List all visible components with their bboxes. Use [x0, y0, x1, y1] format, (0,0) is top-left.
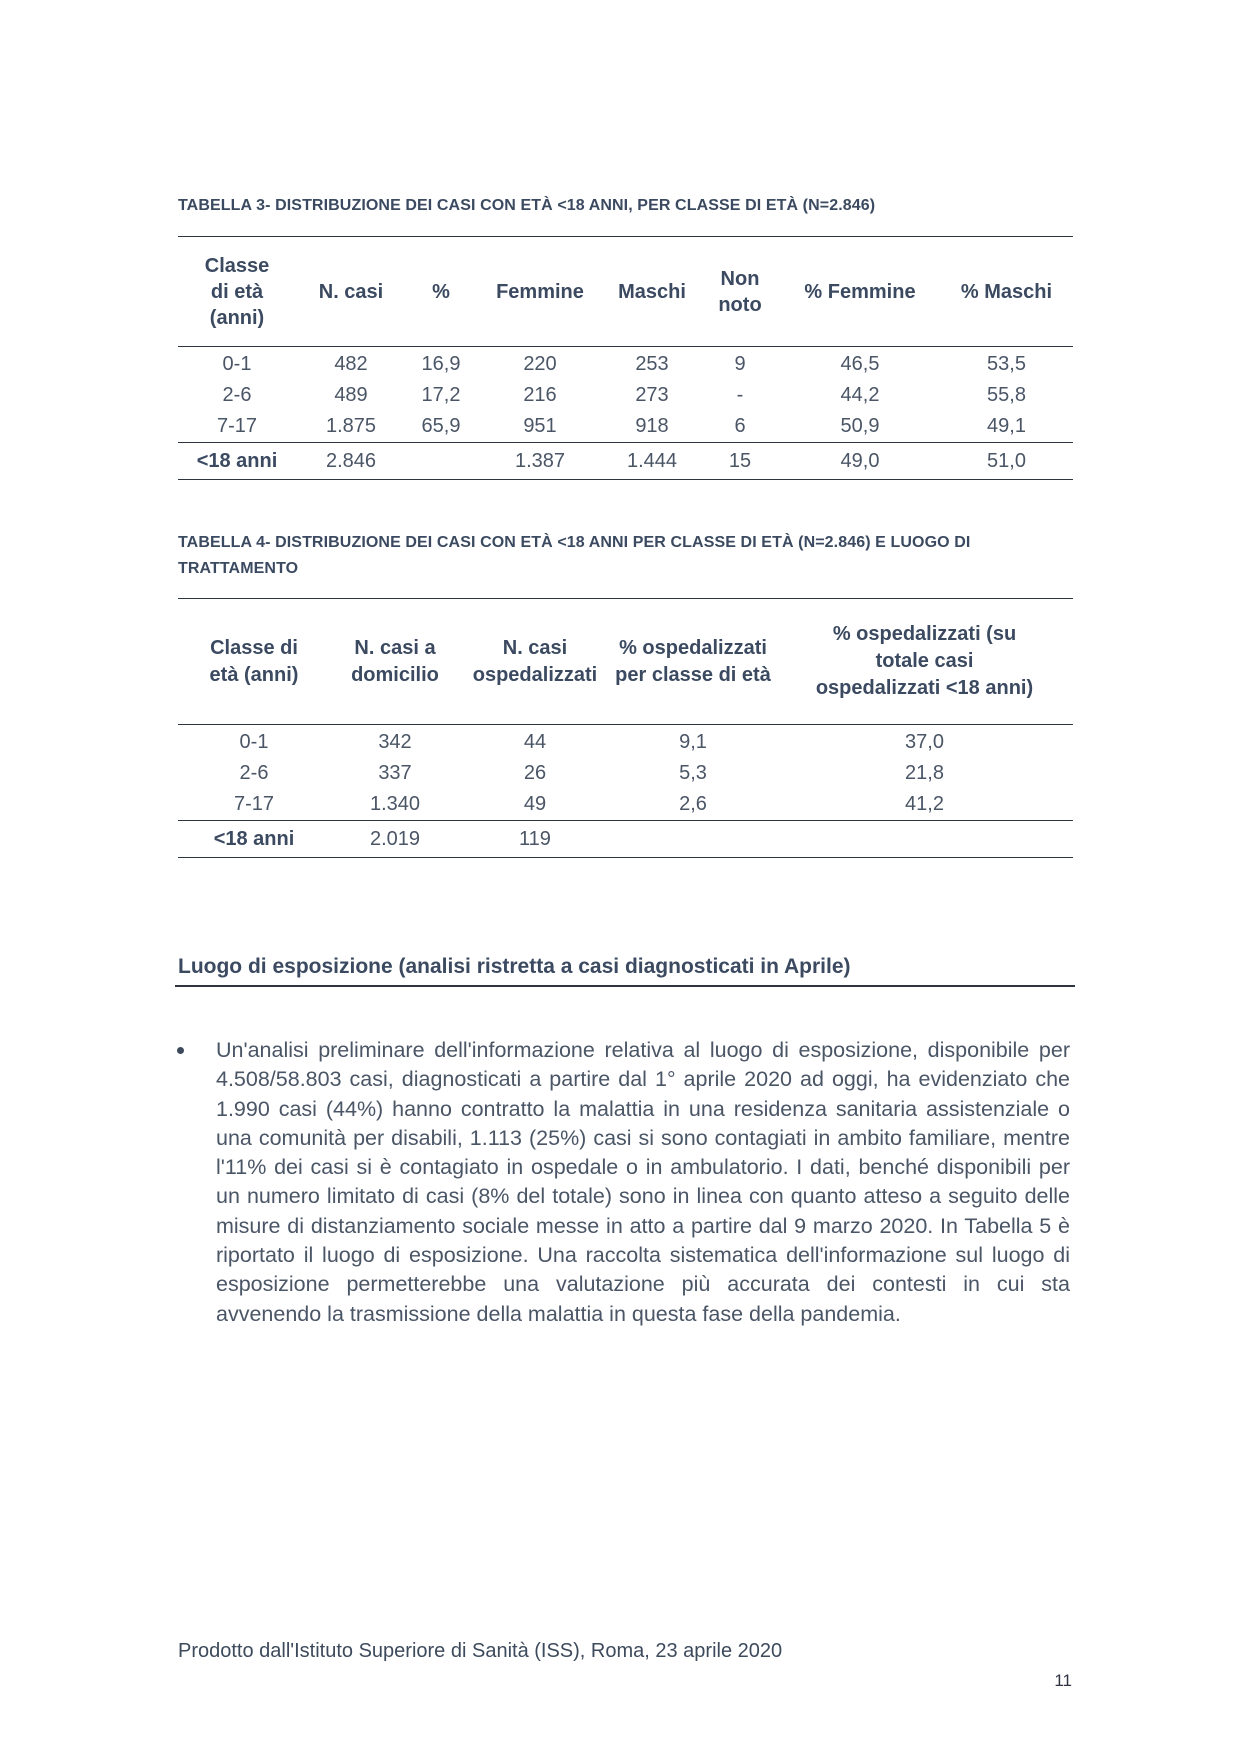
table4-header: Classe di età (anni): [178, 599, 330, 725]
table-cell: 0-1: [222, 353, 252, 375]
table-row: [178, 758, 1073, 789]
table-cell: 44,2: [840, 384, 880, 406]
table4-header: N. casi ospedalizzati: [460, 599, 610, 725]
table-cell: 9,1: [679, 731, 707, 753]
table-cell: 46,5: [840, 353, 880, 375]
table-cell: 49: [523, 793, 547, 815]
table-cell: 2-6: [222, 384, 252, 406]
table-cell: 65,9: [421, 415, 461, 437]
table3-header: % Femmine: [780, 237, 940, 347]
table-row: [178, 411, 1073, 443]
table-cell: 53,5: [987, 353, 1026, 375]
table-cell: -: [736, 384, 744, 406]
total-label: <18 anni: [178, 821, 330, 858]
section-heading: Luogo di esposizione (analisi ristretta a casi diagnosticati in Aprile): [178, 955, 851, 978]
total-label: <18 anni: [178, 443, 296, 480]
table4-header: N. casi a domicilio: [330, 599, 460, 725]
table-cell: 2.846: [296, 443, 406, 480]
table-cell: 342: [378, 731, 412, 753]
table-cell: 1.340: [369, 793, 421, 815]
table-cell: [776, 821, 1073, 858]
table-cell: 2-6: [239, 762, 269, 784]
table-cell: 951: [523, 415, 557, 437]
table3-total-row: [178, 443, 1073, 480]
table4-caption: TABELLA 4- DISTRIBUZIONE DEI CASI CON ETÀ <18 ANNI PER CLASSE DI ETÀ (N=2.846) E LUOGO DI TRATTAMENTO: [178, 534, 971, 577]
table-row: [178, 789, 1073, 821]
table3-header: % Maschi: [940, 237, 1073, 347]
table-cell: 9: [734, 353, 746, 375]
table-cell: 482: [334, 353, 368, 375]
table4-total-row: [178, 821, 1073, 858]
table-cell: 7-17: [233, 793, 275, 815]
table-cell: 5,3: [679, 762, 707, 784]
table-cell: 7-17: [216, 415, 258, 437]
table4-header: % ospedalizzati per classe di età: [610, 599, 776, 725]
table-row: [178, 380, 1073, 411]
table-cell: 0-1: [239, 731, 269, 753]
table-cell: 6: [734, 415, 746, 437]
table-cell: 51,0: [940, 443, 1073, 480]
table-cell: 50,9: [840, 415, 880, 437]
table-cell: 119: [460, 821, 610, 858]
section-divider: [175, 985, 1075, 987]
table-cell: 21,8: [905, 762, 944, 784]
table-row: [178, 725, 1073, 759]
table-cell: 55,8: [987, 384, 1026, 406]
table-row: [178, 347, 1073, 381]
table3-header: N. casi: [296, 237, 406, 347]
table-cell: 37,0: [905, 731, 944, 753]
table-cell: 15: [700, 443, 780, 480]
table-cell: 44: [523, 731, 547, 753]
table-cell: 489: [334, 384, 368, 406]
table-cell: 16,9: [421, 353, 461, 375]
table-cell: 49,0: [780, 443, 940, 480]
table-cell: 1.444: [604, 443, 700, 480]
table4: [178, 598, 1073, 858]
bullet-icon: [177, 1047, 184, 1054]
table-cell: 918: [635, 415, 669, 437]
table3-header: Classe di età (anni): [178, 237, 296, 347]
page-number: 11: [1054, 1671, 1072, 1690]
table3-header: %: [406, 237, 476, 347]
table-cell: 1.875: [325, 415, 377, 437]
table4-header-row: [178, 599, 1073, 725]
table-cell: [610, 821, 776, 858]
table-cell: 2,6: [679, 793, 707, 815]
footer-text: Prodotto dall'Istituto Superiore di Sanità (ISS), Roma, 23 aprile 2020: [178, 1640, 783, 1662]
table3: [178, 236, 1073, 480]
table3-header: Maschi: [604, 237, 700, 347]
table-cell: 17,2: [421, 384, 461, 406]
table-cell: 253: [635, 353, 669, 375]
table3-header: Non noto: [700, 237, 780, 347]
table-cell: 41,2: [905, 793, 944, 815]
table3-header-row: [178, 237, 1073, 347]
table-cell: 216: [523, 384, 557, 406]
table-cell: 2.019: [330, 821, 460, 858]
table-cell: 49,1: [987, 415, 1026, 437]
table-cell: 26: [523, 762, 547, 784]
table-cell: [406, 443, 476, 480]
table-cell: 1.387: [476, 443, 604, 480]
table-cell: 337: [378, 762, 412, 784]
table-cell: 273: [635, 384, 669, 406]
bullet-paragraph: Un'analisi preliminare dell'informazione relativa al luogo di esposizione, disponibile per 4.508/58.803 casi, diagnosticati a partire dal 1° aprile 2020 ad oggi, ha evidenziato che 1.990 casi (44%) hanno contratto la malattia in una residenza sanitaria assistenziale o una comunità per disabili, 1.113 (25%) casi si sono contagiati in ambito familiare, mentre l'11% dei casi si è contagiato in ospedale o in ambulatorio. I dati, benché disponibili per un numero limitato di casi (8% del totale) sono in linea con quanto atteso a seguito delle misure di distanziamento sociale messe in atto a partire dal 9 marzo 2020. In Tabella 5 è riportato il luogo di esposizione. Una raccolta sistematica dell'informazione sul luogo di esposizione permetterebbe una valutazione più accurata dei contesti in cui sta avvenendo la trasmissione della malattia in questa fase della pandemia.: [216, 1038, 1070, 1326]
table-cell: 220: [523, 353, 557, 375]
table4-header: % ospedalizzati (su totale casi ospedalizzati <18 anni): [776, 599, 1073, 725]
table3-header: Femmine: [476, 237, 604, 347]
table3-caption: TABELLA 3- DISTRIBUZIONE DEI CASI CON ETÀ <18 ANNI, PER CLASSE DI ETÀ (N=2.846): [178, 197, 876, 214]
